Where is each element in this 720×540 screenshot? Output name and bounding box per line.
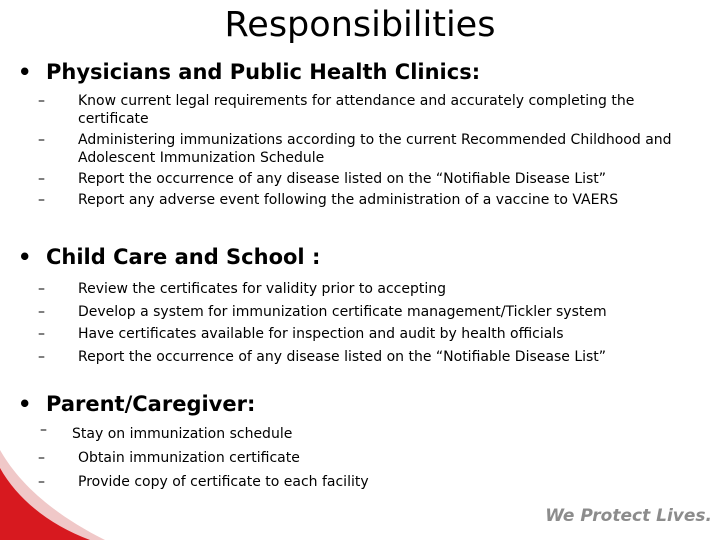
item-text: Have certificates available for inspection and audit by health officials [78, 326, 564, 342]
red-swoosh-decoration [0, 300, 120, 540]
dash-icon: – [38, 171, 45, 187]
list-item [18, 92, 708, 128]
dash-icon: – [40, 422, 47, 438]
section-child-care-school [18, 243, 708, 370]
item-text: Review the certificates for validity prior to accepting [78, 281, 446, 297]
heading-text: Child Care and School : [46, 245, 321, 269]
list-item [18, 131, 708, 167]
heading-text: Parent/Caregiver: [46, 392, 256, 416]
section-parent-caregiver [18, 390, 708, 497]
dash-icon: – [38, 93, 45, 109]
section-heading [18, 390, 708, 418]
dash-icon: – [38, 303, 45, 320]
item-text: Report the occurrence of any disease listed on the “Notifiable Disease List” [78, 348, 607, 365]
list-item [18, 280, 708, 298]
item-list [18, 92, 708, 209]
item-list [18, 422, 708, 491]
dash-icon: – [38, 474, 45, 490]
list-item [18, 325, 708, 343]
list-item [18, 473, 708, 491]
slide-title: Responsibilities [224, 5, 496, 45]
list-item [18, 191, 708, 209]
item-text: Obtain immunization certificate [78, 450, 300, 466]
item-text: Provide copy of certificate to each facility [78, 474, 369, 490]
dash-icon: – [38, 132, 45, 148]
dash-icon: – [38, 450, 45, 466]
section-heading [18, 243, 708, 271]
item-text: Develop a system for immunization certificate management/Tickler system [78, 303, 607, 320]
list-item [18, 303, 708, 321]
heading-text: Physicians and Public Health Clinics: [46, 60, 481, 84]
item-text: Administering immunizations according to the current Recommended Childhood and Adolescent Immunization Schedule [78, 132, 672, 166]
bullet-icon: • [18, 392, 32, 416]
dash-icon: – [38, 192, 45, 208]
section-physicians [18, 58, 708, 212]
list-item [18, 348, 708, 366]
list-item [18, 422, 708, 443]
dash-icon: – [38, 326, 45, 342]
tagline: We Protect Lives. [545, 506, 712, 526]
item-text: Know current legal requirements for attendance and accurately completing the certificate [78, 93, 635, 127]
dash-icon: – [38, 348, 45, 365]
list-item [18, 449, 708, 467]
list-item [18, 170, 708, 188]
dash-icon: – [38, 281, 45, 297]
bullet-icon: • [18, 245, 32, 269]
item-text: Report any adverse event following the administration of a vaccine to VAERS [78, 192, 619, 208]
item-list [18, 280, 708, 366]
item-text: Report the occurrence of any disease listed on the “Notifiable Disease List” [78, 171, 607, 187]
item-text: Stay on immunization schedule [72, 426, 293, 442]
bullet-icon: • [18, 60, 32, 84]
section-heading [18, 58, 708, 86]
